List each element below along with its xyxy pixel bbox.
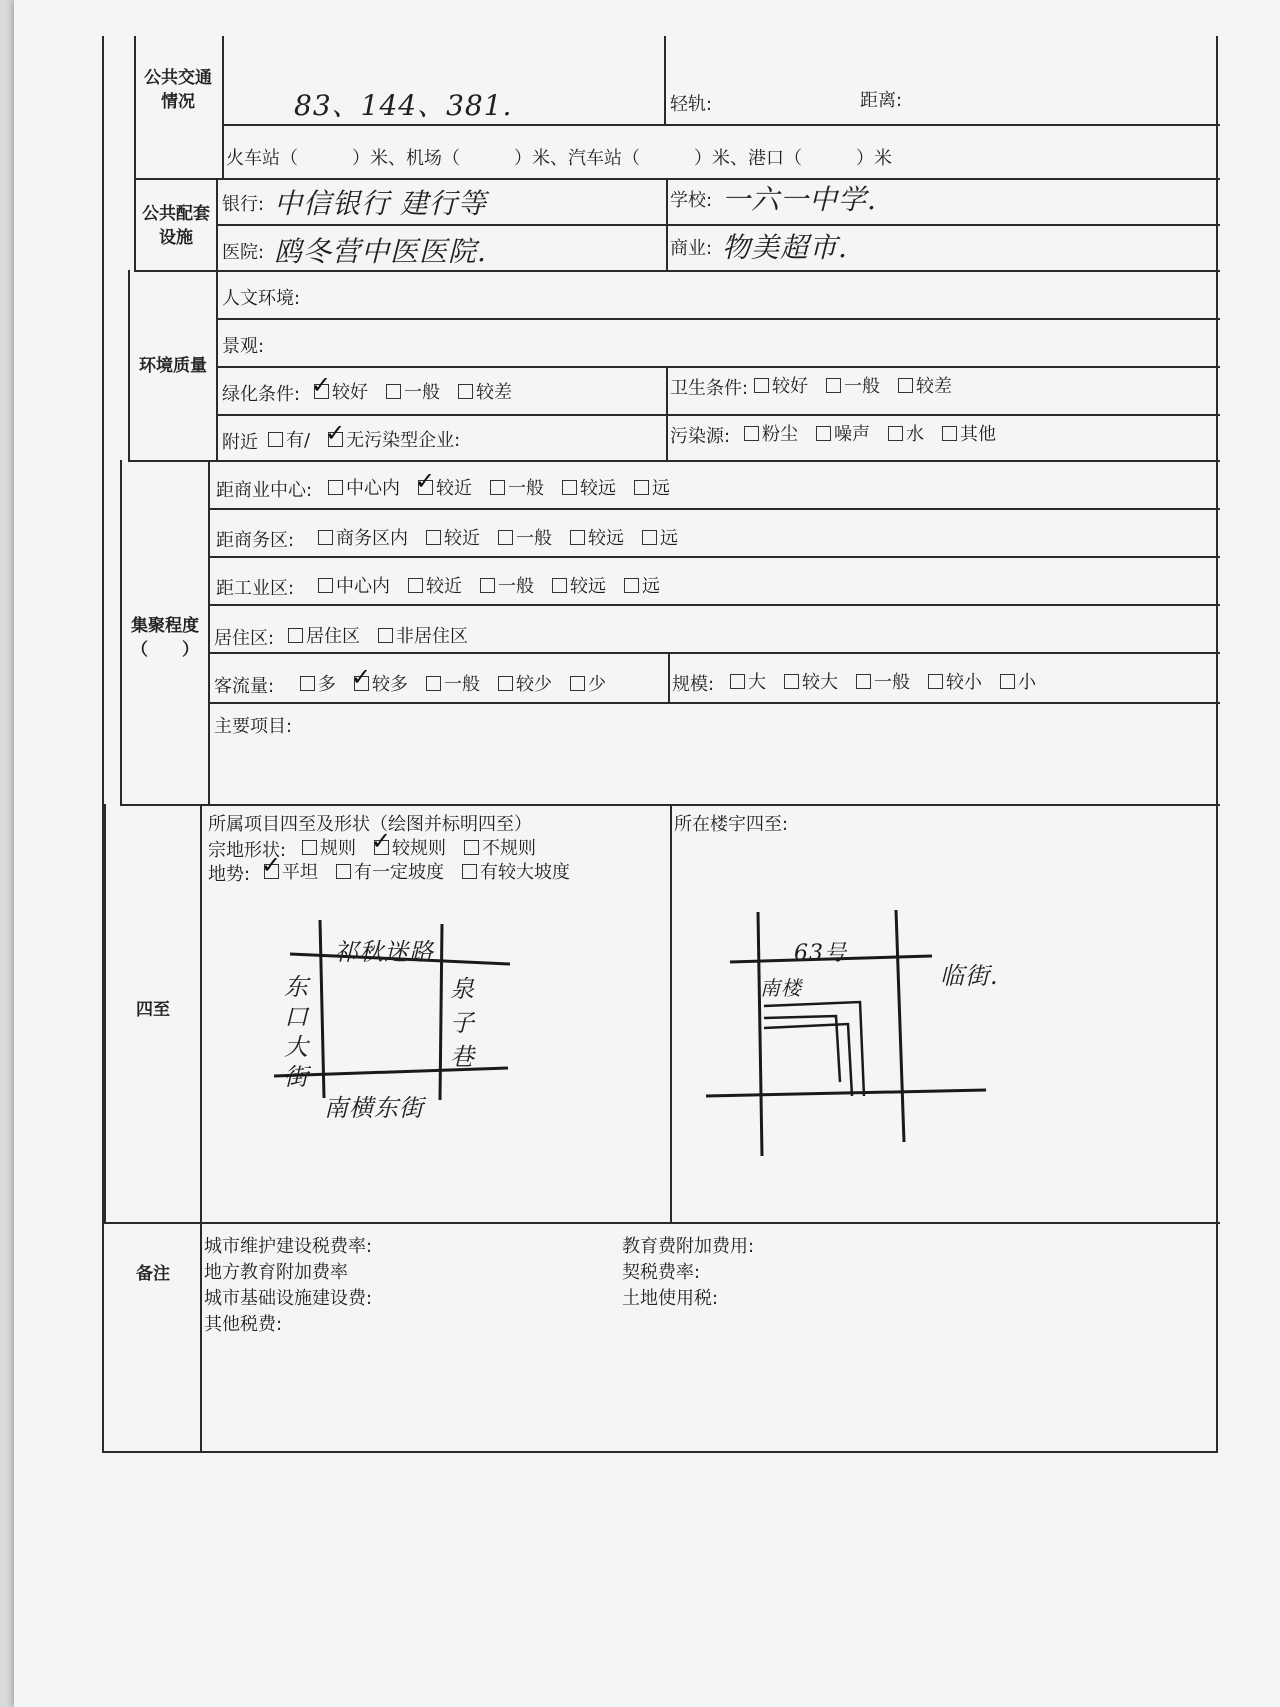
agglomeration-section-label: 集聚程度 （ ）: [131, 616, 199, 660]
facilities-section-label: 公共配套 设施: [142, 204, 210, 248]
sketch-line: [896, 910, 904, 1142]
empty-box-icon: [408, 578, 423, 593]
option-checkbox[interactable]: [374, 834, 446, 860]
option-label: 远: [660, 528, 678, 549]
traffic-options: [300, 670, 624, 696]
option-label: 较远: [580, 478, 616, 499]
empty-box-icon: [462, 864, 477, 879]
residential-label: 居住区:: [214, 628, 275, 649]
divider: [222, 124, 1220, 126]
option-label: 较近: [436, 478, 472, 499]
option-checkbox[interactable]: [816, 420, 870, 446]
divider: [208, 460, 210, 804]
empty-box-icon: [336, 864, 351, 879]
education-surcharge-label: 教育费附加费用:: [622, 1236, 755, 1257]
divider: [208, 556, 1220, 558]
divider: [668, 652, 670, 702]
empty-box-icon: [888, 426, 903, 441]
option-label: 有/: [286, 430, 311, 451]
option-checkbox[interactable]: [386, 378, 440, 404]
school-label: 学校:: [670, 190, 713, 211]
sketch-east-road: 泉子巷: [450, 975, 475, 1071]
option-checkbox[interactable]: [552, 572, 606, 598]
landscape-label: 景观:: [222, 336, 265, 357]
option-label: 一般: [404, 382, 440, 403]
remarks-section-label: 备注: [136, 1264, 170, 1284]
option-label: 其他: [960, 424, 996, 445]
transport-section-label: 公共交通 情况: [144, 68, 212, 112]
checked-box-icon: [264, 864, 279, 879]
nearby-label: 附近: [222, 432, 258, 453]
commercial-center-options: [328, 474, 688, 500]
option-checkbox[interactable]: [490, 474, 544, 500]
option-label: 中心内: [336, 576, 390, 597]
option-checkbox[interactable]: [318, 572, 390, 598]
commerce-value: 物美超市.: [722, 231, 848, 264]
greening-options: [314, 378, 530, 404]
checked-box-icon: [354, 676, 369, 691]
bank-label: 银行:: [222, 194, 265, 215]
option-label: 商务区内: [336, 528, 408, 549]
option-label: 较近: [426, 576, 462, 597]
option-checkbox[interactable]: [826, 372, 880, 398]
empty-box-icon: [624, 578, 639, 593]
option-checkbox[interactable]: [378, 622, 468, 648]
option-label: 多: [318, 674, 336, 695]
divider: [216, 270, 218, 460]
boundaries-section-label: 四至: [136, 1000, 170, 1020]
option-label: 一般: [844, 376, 880, 397]
empty-box-icon: [898, 378, 913, 393]
option-label: 较少: [516, 674, 552, 695]
empty-box-icon: [816, 426, 831, 441]
pollution-label: 污染源:: [670, 426, 731, 447]
divider: [208, 508, 1220, 510]
commercial-center-label: 距商业中心:: [216, 480, 313, 501]
humanities-label: 人文环境:: [222, 288, 301, 309]
building-boundary-title: 所在楼宇四至:: [674, 814, 789, 835]
bus-routes-value: 83、144、381.: [294, 89, 513, 122]
divider: [666, 178, 668, 270]
option-checkbox[interactable]: [570, 670, 606, 696]
sketch-line: [758, 912, 762, 1156]
option-checkbox[interactable]: [898, 372, 952, 398]
option-label: 小: [1018, 672, 1036, 693]
empty-box-icon: [426, 530, 441, 545]
sketch-line: [706, 1090, 986, 1096]
terrain-options: [264, 858, 588, 884]
empty-box-icon: [300, 676, 315, 691]
empty-box-icon: [378, 628, 393, 643]
option-checkbox[interactable]: [314, 378, 368, 404]
divider: [104, 804, 106, 1222]
residential-options: [288, 622, 486, 648]
option-label: 远: [642, 576, 660, 597]
option-checkbox[interactable]: [458, 378, 512, 404]
hospital-label: 医院:: [222, 242, 265, 263]
scale-options: [730, 668, 1054, 694]
traffic-label: 客流量:: [214, 676, 275, 697]
option-label: 较规则: [392, 838, 446, 859]
distance-label: 距离:: [860, 90, 903, 111]
option-label: 粉尘: [762, 424, 798, 445]
option-checkbox[interactable]: [856, 668, 910, 694]
empty-box-icon: [318, 578, 333, 593]
option-label: 不规则: [482, 838, 536, 859]
commerce-label: 商业:: [670, 238, 713, 259]
option-label: 噪声: [834, 424, 870, 445]
option-label: 一般: [444, 674, 480, 695]
option-checkbox[interactable]: [300, 670, 336, 696]
empty-box-icon: [928, 674, 943, 689]
sketch-line: [320, 920, 324, 1098]
local-education-surcharge-label: 地方教育附加费率: [204, 1262, 348, 1283]
divider: [216, 318, 1220, 320]
empty-box-icon: [634, 480, 649, 495]
empty-box-icon: [302, 840, 317, 855]
urban-maintenance-tax-label: 城市维护建设税费率:: [204, 1236, 373, 1257]
option-label: 较近: [444, 528, 480, 549]
sketch-north-road: 祁秋迷路: [334, 938, 434, 966]
sketch-west-road: 东口大街: [284, 973, 309, 1091]
divider: [134, 36, 136, 270]
option-label: 大: [748, 672, 766, 693]
divider: [128, 460, 1220, 462]
business-district-label: 距商务区:: [216, 530, 295, 551]
empty-box-icon: [642, 530, 657, 545]
urban-infrastructure-fee-label: 城市基础设施建设费:: [204, 1288, 373, 1309]
option-label: 平坦: [282, 862, 318, 883]
empty-box-icon: [288, 628, 303, 643]
other-taxes-label: 其他税费:: [204, 1314, 283, 1335]
scale-label: 规模:: [672, 674, 715, 695]
option-checkbox[interactable]: [426, 670, 480, 696]
option-label: 有较大坡度: [480, 862, 570, 883]
option-label: 规则: [320, 838, 356, 859]
divider: [664, 36, 666, 124]
environment-section-label: 环境质量: [139, 356, 207, 376]
empty-box-icon: [744, 426, 759, 441]
option-checkbox[interactable]: [942, 420, 996, 446]
empty-box-icon: [464, 840, 479, 855]
divider: [134, 270, 1220, 272]
empty-box-icon: [480, 578, 495, 593]
option-checkbox[interactable]: [784, 668, 838, 694]
industrial-label: 距工业区:: [216, 578, 295, 599]
sketch-building-label: 南楼: [760, 976, 802, 1000]
empty-box-icon: [268, 432, 283, 447]
divider: [208, 604, 1220, 606]
sketch-south-road: 南横东街: [324, 1094, 424, 1122]
empty-box-icon: [490, 480, 505, 495]
option-checkbox[interactable]: [426, 524, 480, 550]
option-checkbox[interactable]: [288, 622, 360, 648]
paper-sheet: [14, 0, 1280, 1707]
building-sketch: [700, 906, 1000, 1166]
divider: [208, 702, 1220, 704]
option-label: 一般: [874, 672, 910, 693]
empty-box-icon: [426, 676, 441, 691]
divider: [216, 366, 1220, 368]
option-label: 较远: [588, 528, 624, 549]
option-label: 较大: [802, 672, 838, 693]
empty-box-icon: [856, 674, 871, 689]
option-checkbox[interactable]: [268, 426, 310, 452]
business-district-options: [318, 524, 696, 550]
divider: [666, 366, 668, 460]
option-label: 一般: [516, 528, 552, 549]
pollution-options: [744, 420, 1014, 446]
checked-box-icon: [314, 384, 329, 399]
empty-box-icon: [562, 480, 577, 495]
divider: [208, 652, 1220, 654]
divider: [134, 178, 1220, 180]
empty-box-icon: [570, 676, 585, 691]
shape-options: [302, 834, 554, 860]
hospital-value: 鸥冬营中医医院.: [274, 235, 487, 268]
option-label: 较小: [946, 672, 982, 693]
main-projects-label: 主要项目:: [214, 716, 293, 737]
nearby-options: [268, 426, 478, 452]
option-checkbox[interactable]: [1000, 668, 1036, 694]
appraisal-form: [102, 36, 1218, 1453]
option-label: 一般: [508, 478, 544, 499]
option-label: 无污染型企业:: [346, 430, 461, 451]
option-label: 较远: [570, 576, 606, 597]
option-checkbox[interactable]: [730, 668, 766, 694]
bank-value: 中信银行 建行等: [274, 187, 487, 220]
option-checkbox[interactable]: [328, 426, 460, 452]
divider: [216, 414, 1220, 416]
option-label: 有一定坡度: [354, 862, 444, 883]
option-checkbox[interactable]: [464, 834, 536, 860]
terrain-label: 地势:: [208, 864, 251, 885]
option-checkbox[interactable]: [570, 524, 624, 550]
empty-box-icon: [318, 530, 333, 545]
sanitation-label: 卫生条件:: [670, 378, 749, 399]
option-checkbox[interactable]: [624, 572, 660, 598]
option-checkbox[interactable]: [302, 834, 356, 860]
stations-distance-line: 火车站（ ）米、机场（ ）米、汽车站（ ）米、港口（ ）米: [226, 148, 892, 169]
option-label: 较多: [372, 674, 408, 695]
option-label: 一般: [498, 576, 534, 597]
empty-box-icon: [754, 378, 769, 393]
option-label: 较差: [916, 376, 952, 397]
divider: [222, 36, 224, 178]
option-checkbox[interactable]: [264, 858, 318, 884]
option-checkbox[interactable]: [634, 474, 670, 500]
sketch-street-label: 临街.: [940, 962, 999, 990]
greening-label: 绿化条件:: [222, 384, 301, 405]
empty-box-icon: [328, 480, 343, 495]
checked-box-icon: [418, 480, 433, 495]
option-checkbox[interactable]: [498, 670, 552, 696]
sanitation-options: [754, 372, 970, 398]
option-checkbox[interactable]: [418, 474, 472, 500]
option-checkbox[interactable]: [754, 372, 808, 398]
empty-box-icon: [784, 674, 799, 689]
sketch-line: [440, 924, 442, 1100]
divider: [670, 804, 672, 1222]
option-checkbox[interactable]: [928, 668, 982, 694]
empty-box-icon: [730, 674, 745, 689]
option-label: 非居住区: [396, 626, 468, 647]
option-checkbox[interactable]: [328, 474, 400, 500]
shape-label: 宗地形状:: [208, 840, 287, 861]
option-label: 居住区: [306, 626, 360, 647]
divider: [200, 804, 202, 1453]
empty-box-icon: [498, 676, 513, 691]
boundary-sketch-title: 所属项目四至及形状（绘图并标明四至）: [208, 814, 532, 835]
empty-box-icon: [570, 530, 585, 545]
option-label: 少: [588, 674, 606, 695]
land-use-tax-label: 土地使用税:: [622, 1288, 719, 1309]
divider: [216, 224, 1220, 226]
option-checkbox[interactable]: [562, 474, 616, 500]
school-value: 一六一中学.: [722, 183, 877, 216]
empty-box-icon: [498, 530, 513, 545]
divider: [128, 270, 130, 460]
option-checkbox[interactable]: [480, 572, 534, 598]
option-checkbox[interactable]: [744, 420, 798, 446]
option-label: 较好: [772, 376, 808, 397]
empty-box-icon: [458, 384, 473, 399]
empty-box-icon: [552, 578, 567, 593]
option-label: 较差: [476, 382, 512, 403]
option-label: 较好: [332, 382, 368, 403]
option-label: 中心内: [346, 478, 400, 499]
option-checkbox[interactable]: [318, 524, 408, 550]
option-checkbox[interactable]: [336, 858, 444, 884]
deed-tax-label: 契税费率:: [622, 1262, 701, 1283]
divider: [104, 1222, 1220, 1224]
option-label: 远: [652, 478, 670, 499]
option-checkbox[interactable]: [642, 524, 678, 550]
option-checkbox[interactable]: [408, 572, 462, 598]
empty-box-icon: [1000, 674, 1015, 689]
option-checkbox[interactable]: [354, 670, 408, 696]
empty-box-icon: [942, 426, 957, 441]
option-checkbox[interactable]: [498, 524, 552, 550]
empty-box-icon: [826, 378, 841, 393]
light-rail-label: 轻轨:: [670, 94, 713, 115]
sketch-building-number: 63号: [794, 941, 847, 966]
checked-box-icon: [374, 840, 389, 855]
option-checkbox[interactable]: [462, 858, 570, 884]
option-label: 水: [906, 424, 924, 445]
empty-box-icon: [386, 384, 401, 399]
industrial-options: [318, 572, 678, 598]
checked-box-icon: [328, 432, 343, 447]
option-checkbox[interactable]: [888, 420, 924, 446]
